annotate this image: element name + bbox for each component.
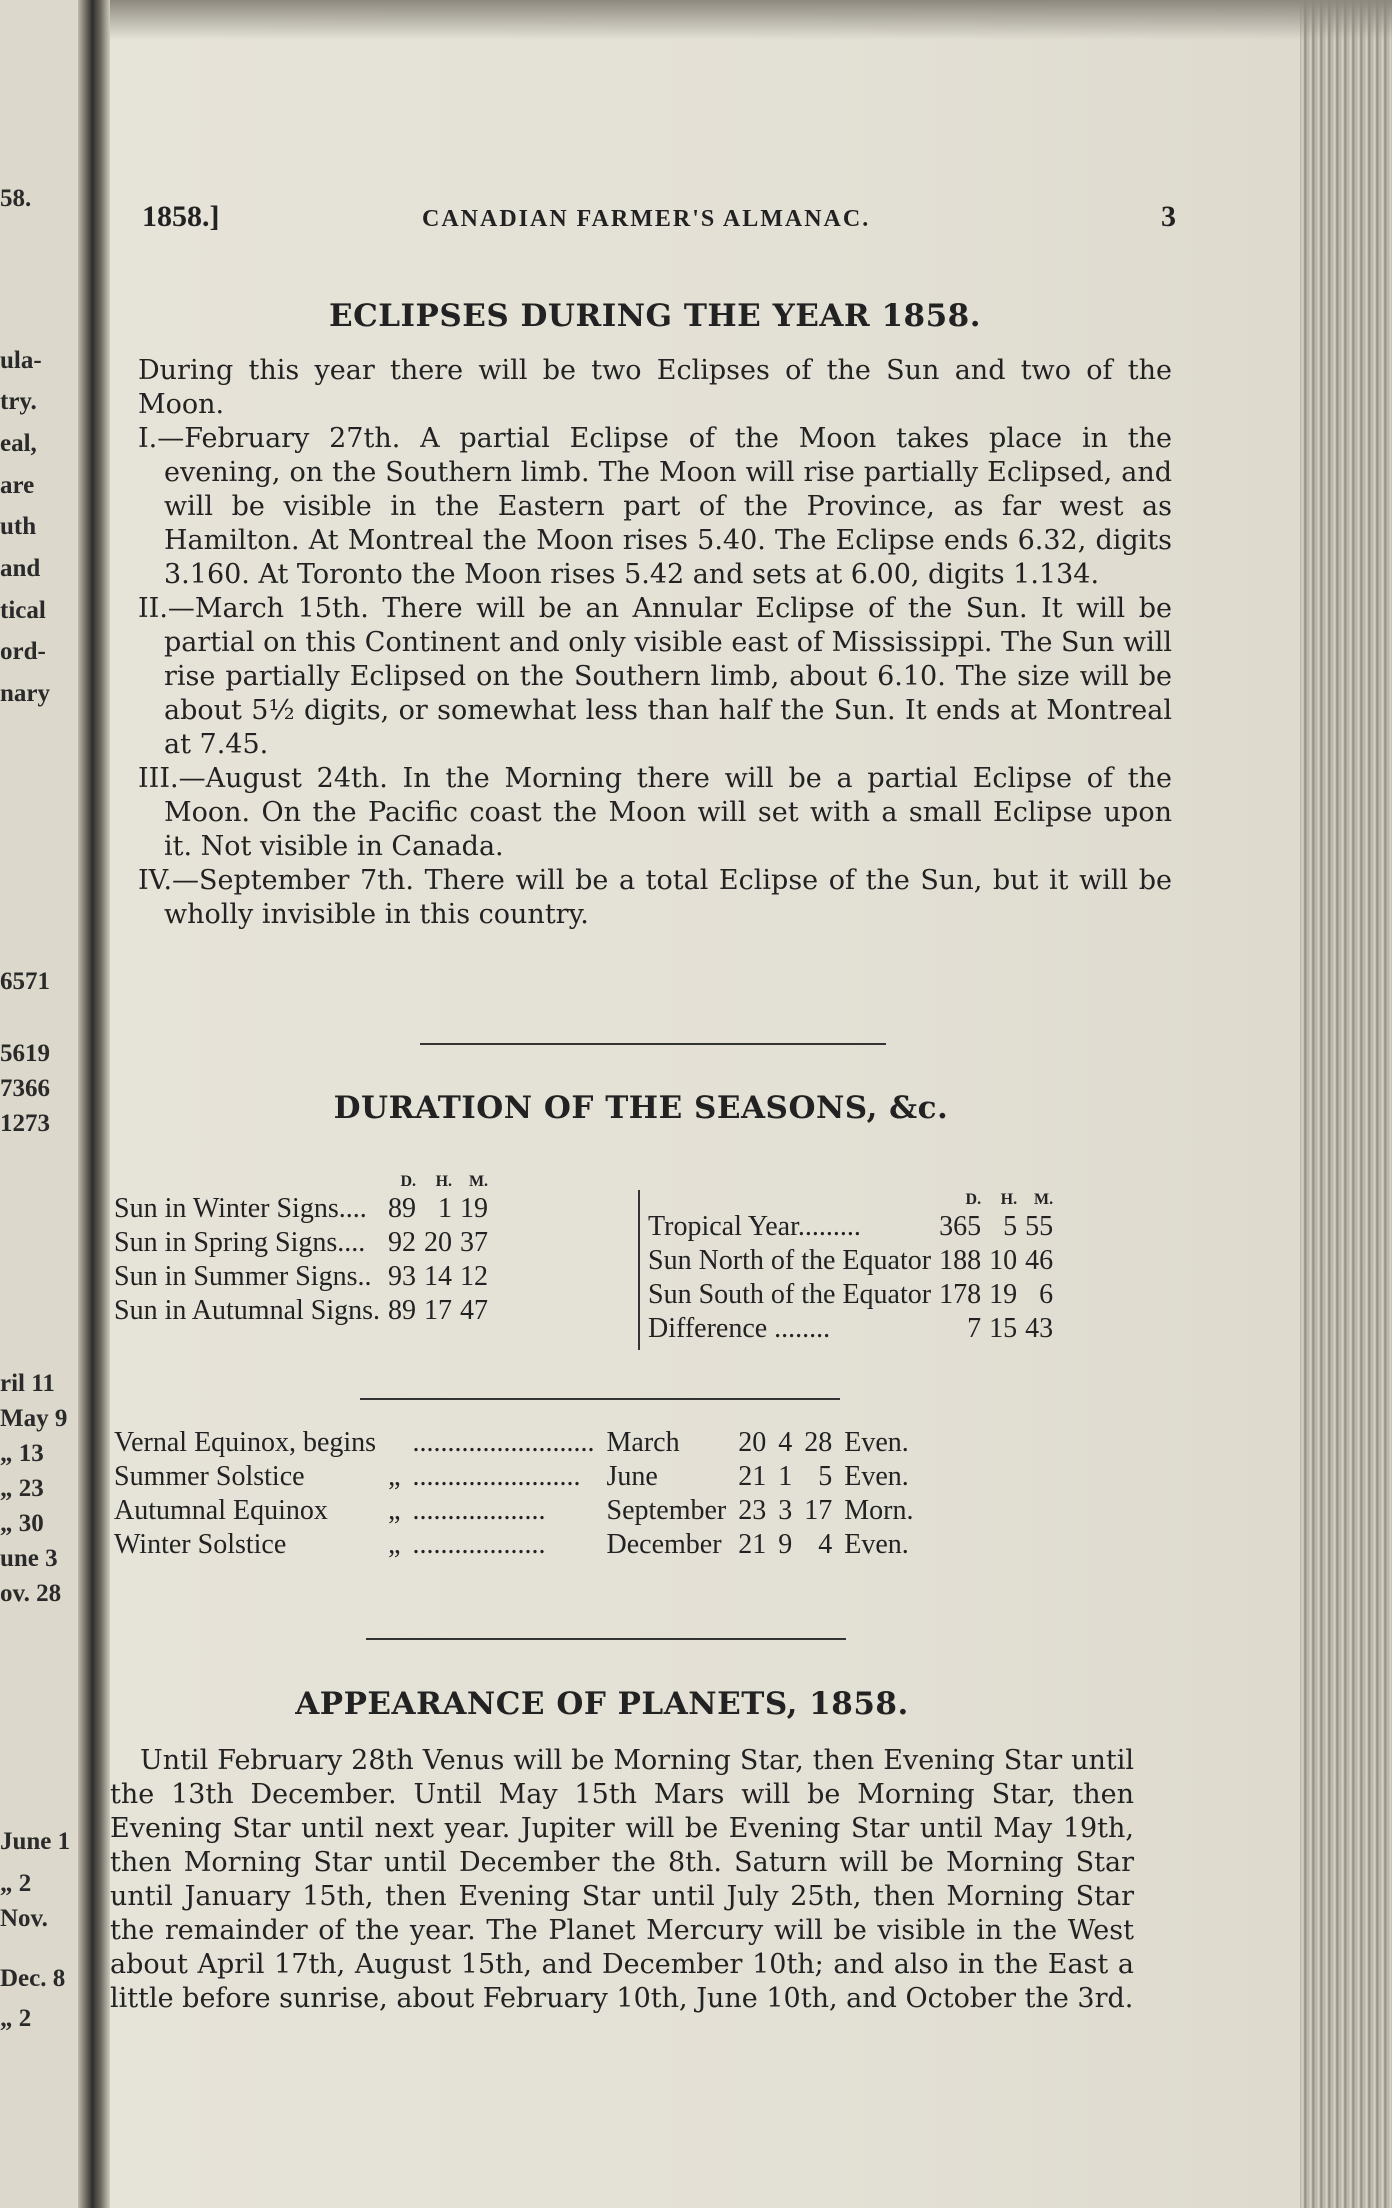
table-row [108, 1460, 919, 1494]
margin-fragment: ula- [0, 347, 42, 374]
divider [420, 1043, 886, 1045]
row-m: 37 [460, 1227, 489, 1258]
margin-fragment: 5619 [0, 1040, 50, 1067]
table-row [108, 1494, 919, 1528]
planets-title: APPEARANCE OF PLANETS, 1858. [295, 1686, 909, 1722]
margin-fragment: 58. [0, 185, 32, 212]
row-h: 5 [1003, 1211, 1018, 1242]
header-year: 1858.] [142, 200, 220, 233]
margin-fragment: 1273 [0, 1110, 50, 1137]
eq-label: Autumnal Equinox [114, 1495, 328, 1526]
top-shadow [110, 0, 1392, 40]
row-label: Sun North of the Equator [648, 1245, 932, 1276]
row-m: 6 [1039, 1279, 1054, 1310]
col-h: H. [1000, 1191, 1018, 1208]
eq-ditto: „ [388, 1461, 401, 1492]
col-d: D. [965, 1191, 982, 1208]
eq-minute: 28 [804, 1427, 833, 1458]
eclipse-item: IV.—September 7th. There will be a total Eclipse of the Sun, but it will be wholly invisible in this country. [138, 865, 1172, 930]
col-m: M. [1033, 1191, 1054, 1208]
eq-minute: 4 [818, 1529, 833, 1560]
margin-fragment: 6571 [0, 968, 50, 995]
row-label: Sun in Autumnal Signs. [114, 1295, 381, 1326]
seasons-left-table [110, 1172, 492, 1328]
header-title: CANADIAN FARMER'S ALMANAC. [422, 206, 871, 232]
table-row [644, 1312, 1057, 1346]
eq-day: 21 [738, 1529, 767, 1560]
row-h: 10 [989, 1245, 1018, 1276]
row-d: 92 [388, 1227, 417, 1258]
eq-period: Even. [844, 1427, 909, 1458]
table-row [110, 1192, 492, 1226]
row-m: 47 [460, 1295, 489, 1326]
divider [360, 1398, 840, 1400]
eq-leader: ................... [412, 1495, 546, 1526]
table-divider [638, 1190, 640, 1350]
table-row [110, 1294, 492, 1328]
seasons-right-table [644, 1190, 1057, 1346]
eclipse-item: I.—February 27th. A partial Eclipse of the Moon takes place in the evening, on the Southern limb. The Moon will rise partially Eclipsed, and will be visible in the Eastern part of the Province, as far west as Hamilton. At Montreal the Moon rises 5.40. The Eclipse ends 6.32, digits 3.160. At Toronto the Moon rises 5.42 and sets at 6.00, digits 1.134. [138, 423, 1172, 590]
row-label: Tropical Year......... [648, 1211, 861, 1242]
table-row [110, 1260, 492, 1294]
table-row [110, 1226, 492, 1260]
margin-fragment: try. [0, 388, 37, 415]
row-d: 89 [388, 1295, 417, 1326]
row-label: Difference ........ [648, 1313, 831, 1344]
planets-text: Until February 28th Venus will be Morning Star, then Evening Star until the 13th December. Until May 15th Mars will be Morning Star, then Evening Star until next year. Jupiter will be Evening Star until May 19th, then Morning Star until December the 8th. Saturn will be Morning Star until January 15th, then Evening Star until July 25th, then Morning Star the remainder of the year. The Planet Mercury will be visible in the West about April 17th, August 15th, and December 10th; and also in the East a little before sunrise, about February 10th, June 10th, and October the 3rd. [110, 1745, 1134, 2014]
eq-hour: 3 [778, 1495, 793, 1526]
margin-fragment: 7366 [0, 1075, 50, 1102]
row-m: 12 [460, 1261, 489, 1292]
running-head [142, 200, 1176, 240]
row-h: 17 [424, 1295, 453, 1326]
eq-minute: 5 [818, 1461, 833, 1492]
eq-period: Morn. [844, 1495, 914, 1526]
table-row [644, 1278, 1057, 1312]
margin-fragment: ord- [0, 638, 46, 665]
seasons-section [110, 1090, 1144, 1344]
margin-fragment: Nov. [0, 1905, 48, 1932]
margin-fragment: Dec. 8 [0, 1965, 66, 1992]
eq-day: 20 [738, 1427, 767, 1458]
row-h: 19 [989, 1279, 1018, 1310]
margin-fragment: May 9 [0, 1405, 68, 1432]
eclipses-section [138, 298, 1172, 932]
row-h: 14 [424, 1261, 453, 1292]
margin-fragment: eal, [0, 430, 37, 457]
row-m: 55 [1025, 1211, 1054, 1242]
page-edges [1300, 0, 1392, 2208]
seasons-title: DURATION OF THE SEASONS, &c. [333, 1090, 949, 1126]
margin-fragment: tical [0, 597, 46, 624]
eq-day: 23 [738, 1495, 767, 1526]
eq-hour: 1 [778, 1461, 793, 1492]
eq-label: Summer Solstice [114, 1461, 305, 1492]
planets-section [110, 1686, 1134, 2016]
margin-fragment: and [0, 555, 41, 582]
table-row [108, 1528, 919, 1562]
table-row [108, 1426, 919, 1460]
row-d: 7 [967, 1313, 982, 1344]
eq-label: Winter Solstice [114, 1529, 287, 1560]
row-label: Sun in Winter Signs.... [114, 1193, 367, 1224]
col-h: H. [435, 1173, 453, 1190]
table-row [644, 1210, 1057, 1244]
table-row [644, 1244, 1057, 1278]
margin-fragment: nary [0, 680, 50, 707]
col-m: M. [468, 1173, 489, 1190]
eq-day: 21 [738, 1461, 767, 1492]
book-gutter [78, 0, 110, 2208]
eq-ditto [382, 1426, 406, 1460]
row-m: 46 [1025, 1245, 1054, 1276]
margin-fragment: „ 2 [0, 1870, 32, 1897]
row-d: 188 [939, 1245, 982, 1276]
row-m: 19 [460, 1193, 489, 1224]
margin-fragment: „ 23 [0, 1475, 44, 1502]
eq-ditto: „ [388, 1495, 401, 1526]
eq-hour: 9 [778, 1529, 793, 1560]
margin-fragment: are [0, 472, 35, 499]
margin-fragment: ril 11 [0, 1370, 55, 1397]
row-h: 15 [989, 1313, 1018, 1344]
margin-fragment: „ 2 [0, 2005, 32, 2032]
margin-fragment: ov. 28 [0, 1580, 62, 1607]
row-label: Sun in Summer Signs.. [114, 1261, 372, 1292]
margin-fragment: „ 30 [0, 1510, 44, 1537]
eq-month: September [606, 1495, 727, 1526]
eq-month: March [606, 1427, 680, 1458]
eq-hour: 4 [778, 1427, 793, 1458]
divider [366, 1638, 846, 1640]
col-d: D. [400, 1173, 417, 1190]
eq-leader: ................... [412, 1529, 546, 1560]
eclipses-intro: During this year there will be two Eclipses of the Sun and two of the Moon. [138, 355, 1172, 420]
eclipse-item: II.—March 15th. There will be an Annular Eclipse of the Sun. It will be partial on this Continent and only visible east of Mississippi. The Sun will rise partially Eclipsed on the Southern limb, about 6.10. The size will be about 5½ digits, or somewhat less than half the Sun. It ends at Montreal at 7.45. [138, 593, 1172, 760]
row-label: Sun in Spring Signs.... [114, 1227, 366, 1258]
page-number: 3 [1161, 200, 1176, 233]
margin-fragment: „ 13 [0, 1440, 44, 1467]
eq-label: Vernal Equinox, begins [114, 1427, 377, 1458]
eclipses-list [138, 422, 1172, 932]
eq-month: December [606, 1529, 722, 1560]
equinox-section [108, 1426, 1142, 1562]
row-h: 1 [438, 1193, 453, 1224]
row-d: 89 [388, 1193, 417, 1224]
row-m: 43 [1025, 1313, 1054, 1344]
eq-period: Even. [844, 1461, 909, 1492]
eq-leader: .......................... [412, 1427, 595, 1458]
eq-minute: 17 [804, 1495, 833, 1526]
margin-fragment: une 3 [0, 1545, 58, 1572]
row-d: 365 [939, 1211, 982, 1242]
eq-leader: ........................ [412, 1461, 581, 1492]
row-h: 20 [424, 1227, 453, 1258]
eq-month: June [606, 1461, 658, 1492]
margin-fragment: uth [0, 513, 37, 540]
row-d: 93 [388, 1261, 417, 1292]
eq-ditto: „ [388, 1529, 401, 1560]
row-d: 178 [939, 1279, 982, 1310]
row-label: Sun South of the Equator [648, 1279, 932, 1310]
margin-fragment: June 1 [0, 1828, 71, 1855]
eclipses-title: ECLIPSES DURING THE YEAR 1858. [328, 298, 982, 334]
eq-period: Even. [844, 1529, 909, 1560]
eclipse-item: III.—August 24th. In the Morning there will be a partial Eclipse of the Moon. On the Pacific coast the Moon will set with a small Eclipse upon it. Not visible in Canada. [138, 763, 1172, 862]
